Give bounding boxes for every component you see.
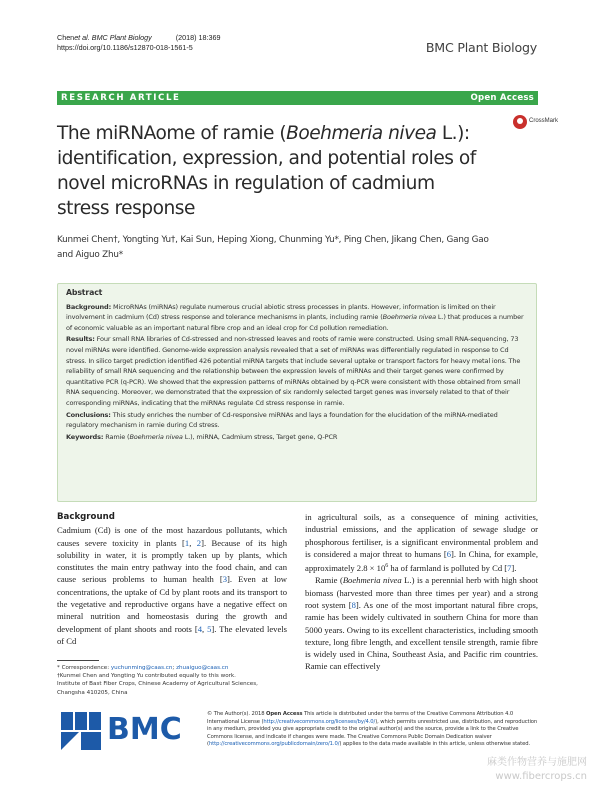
keywords-text-b: L.), miRNA, Cadmium stress, Target gene, Q-PCR <box>182 432 338 441</box>
conclusions-text: This study enriches the number of Cd-responsive miRNAs and lays a foundation for the elucidation of the miRNA-mediated regulatory mechanism in ramie during Cd stress. <box>66 410 498 430</box>
correspondence-line <box>57 664 287 672</box>
footnote-divider <box>57 660 99 661</box>
license-link[interactable]: http://creativecommons.org/licenses/by/4.0/ <box>263 718 376 725</box>
background-text-b: L.) that produces a number of economic valuable as an important natural fibre crop and an ideal crop for Cd pollution remediation. <box>66 313 524 332</box>
section-heading-background: Background <box>57 512 115 522</box>
license-statement <box>207 711 540 749</box>
citation-link[interactable]: 2 <box>196 537 202 548</box>
abstract-keywords <box>66 432 528 443</box>
article-type-banner <box>57 91 538 105</box>
results-text: Four small RNA libraries of Cd-stressed and non-stressed leaves and roots of ramie were constructed. Using small RNA-sequencing, 73 novel miRNAs were identified. Genome-wide expression analysis revealed that a set of miRNAs was differentially regulated in response to Cd stress. In silico target prediction identified 426 potential miRNA targets that include several uptake or transport factors for heavy metal ions. The reliability of small RNA sequencing and the relationship between the expression levels of miRNAs and their target genes were confirmed by quantitative PCR (q-PCR). We showed that the expression patterns of miRNAs obtained by q-PCR were consistent with those obtained from small RNA sequencing. Moreover, we demonstrated that the expression of six randomly selected target genes was inversely related to that of their corresponding miRNAs, indicating that the miRNAs regulate Cd stress response in ramie. <box>66 335 521 407</box>
body-text: Ramie ( <box>315 575 343 586</box>
title-part-2: L.): identification, expression, and potential roles of novel microRNAs in regulation of cadmium stress response <box>57 123 476 219</box>
bmc-logo-text: BMC <box>107 712 182 747</box>
body-text: ]. As one of the most important natural fibre crops, ramie has been widely cultivated in southern China for more than 5000 years. Owing to its excellent characteristics, including smooth texture, long fibre length, and excellent tensile strength, ramie fibre is widely used in China, Southeast Asia, and Pacific rim countries. Ramie can effectively <box>305 599 538 672</box>
keywords-species: Boehmeria nivea <box>129 432 183 441</box>
citation-link[interactable]: 4 <box>197 623 202 634</box>
citation-link[interactable]: 6 <box>446 548 451 559</box>
email-link[interactable]: zhuaiguo@caas.cn <box>176 665 229 671</box>
body-paragraph <box>305 511 538 574</box>
body-text: L.) is a perennial herb with high shoot biomass (harvested more than three times per year) and a strong root system [ <box>305 575 538 610</box>
citation-link[interactable]: 1 <box>184 537 190 548</box>
conclusions-label: Conclusions: <box>66 410 111 419</box>
email-link[interactable]: yuchunming@caas.cn <box>110 665 173 671</box>
license-text: ) applies to the data made available in this article, unless otherwise stated. <box>339 741 531 748</box>
running-header <box>57 33 220 52</box>
body-text: , <box>189 537 197 548</box>
body-text: ]. In China, for example, approximately 2.8 × 10 <box>305 548 539 574</box>
body-text: , <box>201 623 208 634</box>
correspondence-label: * Correspondence: <box>57 665 111 671</box>
body-text: Cadmium (Cd) is one of the most hazardous pollutants, which causes severe toxicity in plants [ <box>57 525 287 548</box>
results-label: Results: <box>66 335 95 344</box>
title-species: Boehmeria nivea <box>286 123 437 144</box>
body-column-right <box>305 511 538 673</box>
body-text: ]. Even at low concentrations, the uptake of Cd by plant roots and its transport to the vegetative and reproductive organs have a negative effect on mineral nutrition and homeostasis during the growth and development of plant shoots and roots [ <box>57 574 287 634</box>
bmc-logo-icon <box>57 708 103 752</box>
license-open-access: Open Access <box>266 711 303 717</box>
bmc-logo <box>57 708 197 752</box>
affiliation-line: Institute of Bast Fiber Crops, Chinese Academy of Agricultural Sciences, <box>57 681 258 688</box>
article-type-label: RESEARCH ARTICLE <box>61 93 181 103</box>
watermark-line: 麻类作物营养与施肥网 <box>487 757 587 768</box>
crossmark-label: CrossMark <box>529 118 559 124</box>
journal-name: BMC Plant Biology <box>425 40 537 55</box>
watermark-line: www.fibercrops.cn <box>495 771 587 782</box>
open-access-label: Open Access <box>470 93 534 103</box>
citation-link[interactable]: 7 <box>507 563 512 574</box>
body-text: in agricultural soils, as a consequence of mining activities, industrial emissions, and the application of sewage sludge or phosphorous fertiliser, is a significant environmental problem and is considered a major threat to humans [ <box>305 512 538 559</box>
header-year-volume: (2018) 18:369 <box>175 33 221 42</box>
license-text: © The Author(s). 2018 <box>207 711 267 717</box>
author-list: Kunmei Chen†, Yongting Yu†, Kai Sun, Heping Xiong, Chunming Yu*, Ping Chen, Jikang Chen, Gang Gao and Aiguo Zhu* <box>57 235 489 260</box>
header-authors: Chen <box>57 33 75 42</box>
body-text: ]. The elevated levels of Cd <box>57 623 288 646</box>
license-text: This article is distributed under the terms of the Creative Commons Attribution 4.0 International License ( <box>207 711 514 725</box>
citation-link[interactable]: 3 <box>222 574 228 585</box>
exponent: 6 <box>385 563 389 570</box>
watermark <box>487 756 587 784</box>
equal-contribution-note: †Kunmei Chen and Yongting Yu contributed equally to this work. <box>57 673 236 680</box>
affiliation-line: Changsha 410205, China <box>57 689 128 696</box>
background-label: Background: <box>66 302 112 311</box>
footnotes <box>57 664 287 697</box>
keywords-label: Keywords: <box>66 432 104 441</box>
body-text: ha of farmland is polluted by Cd [ <box>388 563 508 574</box>
article-title <box>57 121 487 221</box>
header-et-al: et al. <box>74 33 90 42</box>
body-paragraph <box>305 574 538 672</box>
abstract-heading: Abstract <box>66 288 103 297</box>
citation-link[interactable]: 8 <box>351 599 356 610</box>
body-column-left <box>57 511 287 647</box>
title-part-1: The miRNAome of ramie ( <box>57 123 287 144</box>
body-text: ]. <box>511 563 517 574</box>
abstract-results <box>66 334 528 408</box>
license-link[interactable]: http://creativecommons.org/publicdomain/zero/1.0/ <box>208 741 340 748</box>
header-journal: BMC Plant Biology <box>89 33 152 42</box>
species-name: Boehmeria nivea <box>342 575 402 586</box>
background-text-a: MicroRNAs (miRNAs) regulate numerous crucial abiotic stress processes in plants. However, information is limited on their involvement in cadmium (Cd) stress response and tolerance mechanisms in plants, including ramie ( <box>66 302 496 322</box>
abstract-background <box>66 302 528 334</box>
citation-link[interactable]: 5 <box>207 623 212 634</box>
separator: ; <box>172 665 177 671</box>
body-text: ]. Because of its high solubility in water, it is promptly taken up by plants, which constitutes the main entry pathway into the food chain, and can cause serious problems to human health [ <box>57 537 288 585</box>
background-species: Boehmeria nivea <box>382 313 436 322</box>
header-doi-link[interactable]: https://doi.org/10.1186/s12870-018-1561-5 <box>57 42 193 52</box>
abstract-conclusions <box>66 410 528 431</box>
citation-line <box>57 33 220 43</box>
keywords-text-a: Ramie ( <box>103 432 130 441</box>
crossmark-badge[interactable] <box>513 115 573 137</box>
abstract-box <box>57 283 537 502</box>
body-paragraph <box>57 524 287 647</box>
license-text: ), which permits unrestricted use, distribution, and reproduction in any medium, provided you give appropriate credit to the original author(s) and the source, provide a link to the Creative Commons license, and indicate if changes were made. The Creative Commons Public Domain Dedication waiver ( <box>207 718 538 748</box>
crossmark-icon <box>513 115 527 129</box>
